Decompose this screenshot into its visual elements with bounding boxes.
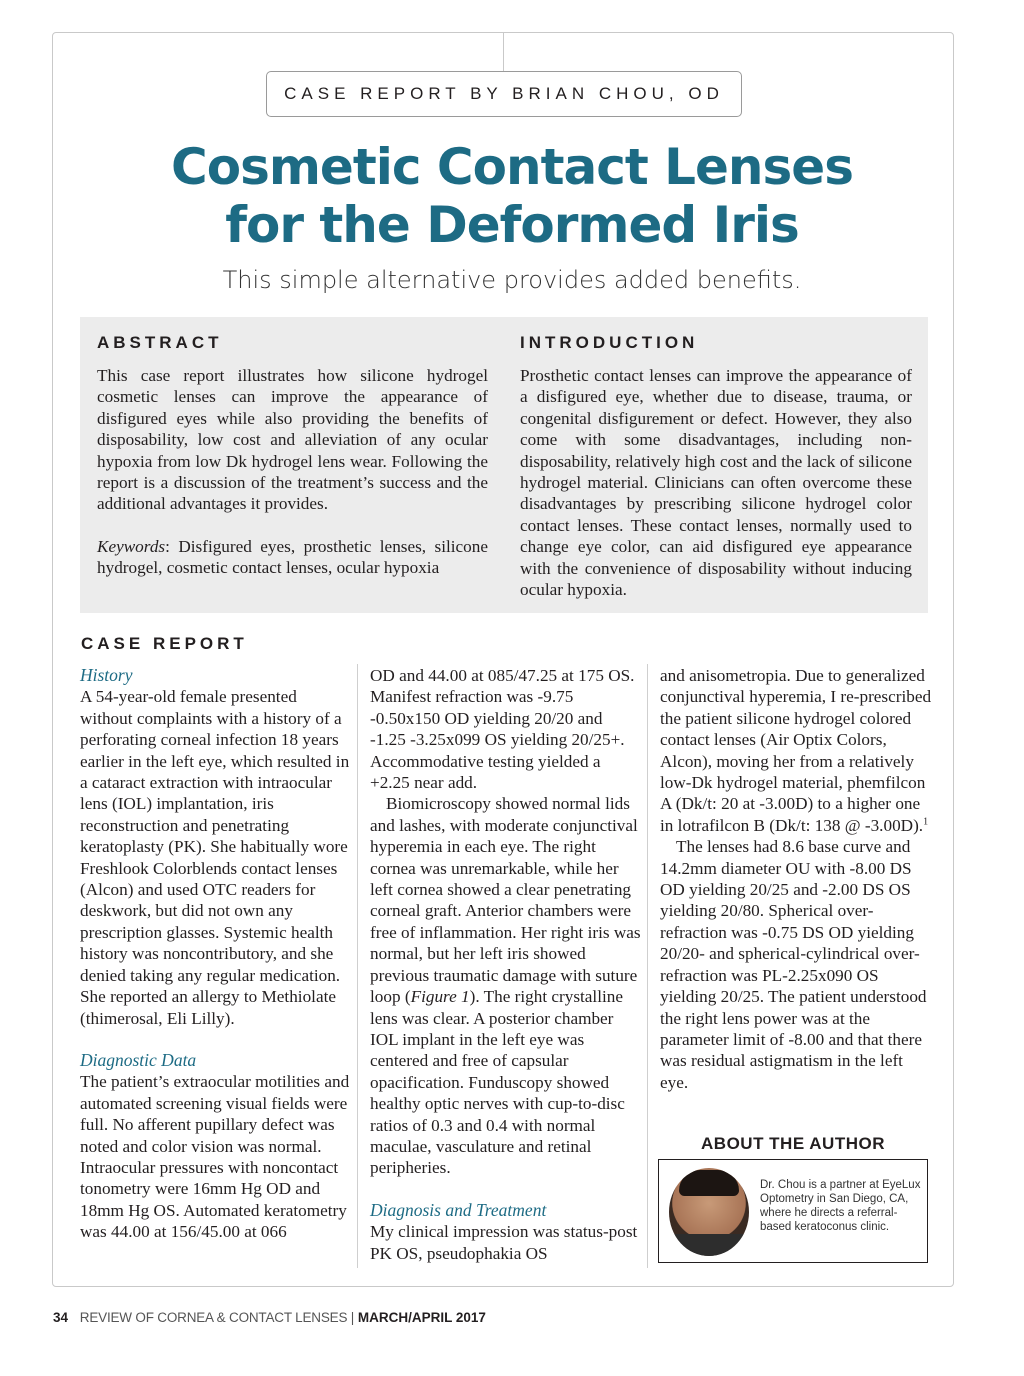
byline-kicker: CASE REPORT BY BRIAN CHOU, OD xyxy=(266,71,742,117)
title-line-2: for the Deformed Iris xyxy=(225,196,799,254)
diagnostic-heading: Diagnostic Data xyxy=(80,1049,197,1070)
about-author-text: Dr. Chou is a partner at EyeLux Optometry in San Diego, CA, where he directs a referral-based keratoconus clinic. xyxy=(760,1179,921,1233)
article-subtitle: This simple alternative provides added benefits. xyxy=(222,266,802,294)
article-title xyxy=(0,138,1024,254)
abstract-heading: ABSTRACT xyxy=(97,333,223,352)
keywords-text: : Disfigured eyes, prosthetic lenses, silicone hydrogel, cosmetic contact lenses, ocular hypoxia xyxy=(97,536,488,578)
column-divider-1 xyxy=(357,664,358,1268)
publication-name: REVIEW OF CORNEA & CONTACT LENSES | xyxy=(79,1310,355,1325)
column-2 xyxy=(370,665,642,1264)
abstract-section xyxy=(97,333,488,579)
footnote-ref: 1 xyxy=(923,816,929,828)
col2-text-a: Biomicroscopy showed normal lids and lashes, with moderate conjunctival hyperemia in each eye. The right cornea was unremarkable, while her left cornea showed a clear penetrating corneal graft. Anterior chambers were free of inflammation. Her right iris was normal, but her left iris showed previous traumatic damage with suture loop ( xyxy=(370,794,641,1007)
col3-paragraph-1 xyxy=(660,665,932,836)
column-3 xyxy=(660,665,932,1093)
column-divider-2 xyxy=(647,664,648,1268)
diagnosis-text: My clinical impression was status-post PK OS, pseudophakia OS xyxy=(370,1222,638,1263)
figure-ref-link[interactable]: Figure 1 xyxy=(410,987,470,1007)
introduction-section xyxy=(520,333,912,600)
issue-date: MARCH/APRIL 2017 xyxy=(357,1310,486,1325)
page-footer xyxy=(53,1310,486,1325)
col2-paragraph-1: OD and 44.00 at 085/47.25 at 175 OS. Manifest refraction was -9.75 -0.50x150 OD yielding 20/20 and -1.25 -3.25x099 OS yielding 20/25+. Accommodative testing yielded a +2.25 near add. xyxy=(370,666,635,793)
col3-text: and anisometropia. Due to generalized conjunctival hyperemia, I re-prescribed the patient silicone hydrogel colored contact lenses (Air Optix Colors, Alcon), moving her from a relatively low-Dk hydrogel material, phemfilcon A (Dk/t: 20 at -3.00D) to a higher one in lotrafilcon B (Dk/t: 138 @ -3.00D). xyxy=(660,666,932,835)
author-photo xyxy=(669,1168,749,1256)
history-heading: History xyxy=(80,665,133,685)
introduction-text: Prosthetic contact lenses can improve the appearance of a disfigured eye, whether due to disease, trauma, or congenital disfigurement or defect. However, they also come with some disadvantages, including non-disposability, relatively high cost and the lack of silicone hydrogel material. Clinicians can often overcome these disadvantages by prescribing silicone hydrogel color contact lenses. These contact lenses, normally used to change eye color, can aid disfigured eye appearance with the convenience of disposability without inducing ocular hypoxia. xyxy=(520,366,912,600)
keywords-label: Keywords xyxy=(97,536,166,556)
case-report-heading: CASE REPORT xyxy=(81,634,248,653)
introduction-heading: INTRODUCTION xyxy=(520,333,699,352)
col3-paragraph-2: The lenses had 8.6 base curve and 14.2mm diameter OU with -8.00 DS OD yielding 20/25 and -2.00 DS OS yielding 20/80. Spherical over-refraction was -0.75 DS OD yielding 20/20- and spherical-cylindrical over-refraction was PL-2.25x090 OS yielding 20/25. The patient understood the right lens power was at the parameter limit of -8.00 and that there was residual astigmatism in the left eye. xyxy=(660,837,927,1092)
col2-paragraph-2 xyxy=(370,793,642,1178)
title-line-1: Cosmetic Contact Lenses xyxy=(171,138,853,196)
diagnosis-heading: Diagnosis and Treatment xyxy=(370,1199,547,1220)
column-1 xyxy=(80,665,352,1243)
about-author-heading: ABOUT THE AUTHOR xyxy=(701,1134,885,1153)
abstract-text: This case report illustrates how silicone hydrogel cosmetic lenses can improve the appearance of disfigured eyes while also providing the benefits of disposability, low cost and alleviation of any ocular hypoxia from low Dk hydrogel lens wear. Following the report is a discussion of the treatment’s success and the additional advantages it provides. xyxy=(97,366,488,514)
frame-divider xyxy=(503,32,504,72)
keywords xyxy=(97,536,488,579)
about-author-box xyxy=(658,1159,928,1263)
history-text: A 54-year-old female presented without complaints with a history of a perforating corneal infection 18 years earlier in the left eye, which resulted in a cataract extraction with intraocular lens (IOL) implantation, iris reconstruction and penetrating keratoplasty (PK). She habitually wore Freshlook Colorblends contact lenses (Alcon) and used OTC readers for deskwork, but did not own any prescription glasses. Systemic health history was noncontributory, and she denied taking any regular medication. She reported an allergy to Methiolate (thimerosal, Eli Lilly). xyxy=(80,687,350,1028)
col2-text-b: ). The right crystalline lens was clear. A posterior chamber IOL implant in the left eye was centered and free of capsular opacification. Funduscopy showed healthy optic nerves with cup-to-disc ratios of 0.3 and 0.4 with normal maculae, vasculature and retinal peripheries. xyxy=(370,987,625,1178)
abstract-panel xyxy=(80,317,928,613)
diagnostic-text: The patient’s extraocular motilities and automated screening visual fields were full. No afferent pupillary defect was noted and color vision was normal. Intraocular pressures with noncontact tonometry were 16mm Hg OD and 18mm Hg OS. Automated keratometry was 44.00 at 156/45.00 at 066 xyxy=(80,1072,350,1242)
page-number: 34 xyxy=(53,1310,69,1325)
